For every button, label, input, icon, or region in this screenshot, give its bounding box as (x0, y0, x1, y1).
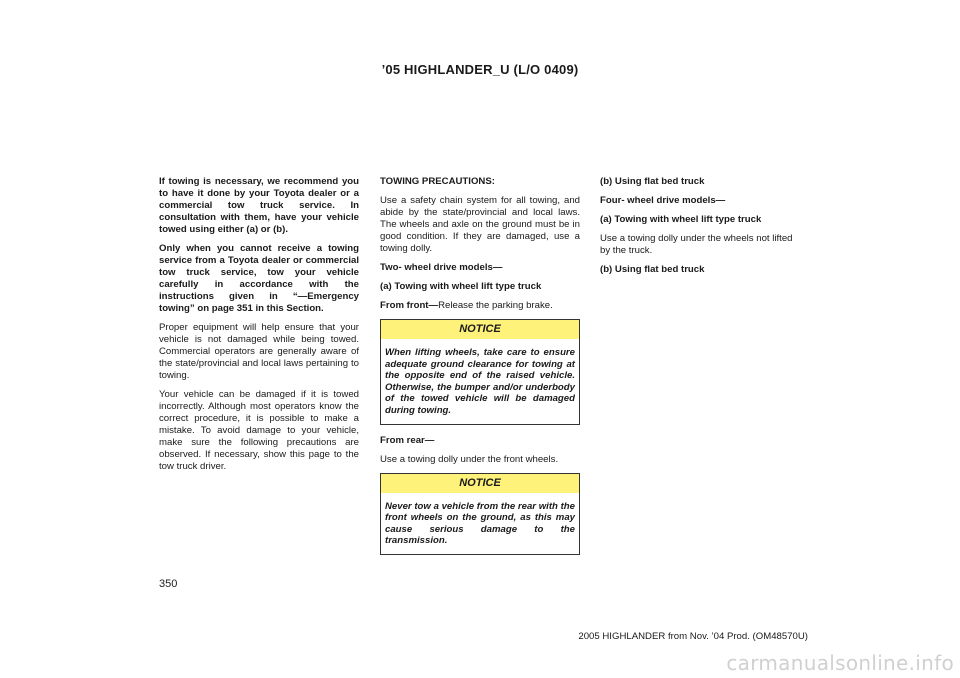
paragraph-from-front (380, 300, 580, 312)
subheading-from-rear: From rear— (380, 434, 435, 446)
document-header: ’05 HIGHLANDER_U (L/O 0409) (381, 62, 579, 77)
notice-box-lifting (380, 319, 580, 425)
paragraph-towing-recommendation: If towing is necessary, we recommend you to have it done by your Toyota dealer or a commercial tow truck service. In consultation with them, have your vehicle towed using either (a) or (b). (159, 176, 359, 235)
notice-label: NOTICE (381, 320, 579, 339)
subheading-four-wheel-drive: Four- wheel drive models— (600, 195, 726, 206)
paragraph-safety-chain: Use a safety chain system for all towing, and abide by the state/provincial and local laws. The wheels and axle on the ground must be in good condition. If they are damaged, use a towing dolly. (380, 195, 580, 254)
notice-text: Never tow a vehicle from the rear with the front wheels on the ground, as this may cause serious damage to the transmission. (385, 500, 575, 547)
from-front-label: From front— (380, 300, 439, 311)
notice-box-rear-tow (380, 473, 580, 555)
paragraph-damage-warning: Your vehicle can be damaged if it is towed incorrectly. Although most operators know the correct procedure, it is possible to make a mistake. To avoid damage to your vehicle, make sure the following precautions are observed. If necessary, show this page to the tow truck driver. (159, 389, 359, 472)
paragraph-towing-alternative: Only when you cannot receive a towing service from a Toyota dealer or commercial tow truck service, tow your vehicle carefully in accordance with the instructions given in “—Emergency towing” on page 351 in this Section. (159, 243, 359, 314)
subheading-wheel-lift: (a) Towing with wheel lift type truck (600, 214, 762, 225)
watermark: carmanualsonline.info (726, 651, 954, 675)
section-heading-towing-precautions: TOWING PRECAUTIONS: (380, 176, 495, 187)
paragraph-towing-dolly: Use a towing dolly under the wheels not lifted by the truck. (600, 233, 793, 256)
page-number: 350 (159, 578, 178, 590)
notice-label: NOTICE (381, 474, 579, 493)
subheading-two-wheel-drive: Two- wheel drive models— (380, 262, 503, 273)
notice-text: When lifting wheels, take care to ensure adequate ground clearance for towing at the opposite end of the raised vehicle. Otherwise, the bumper and/or underbody of the towed vehicle will be damaged during towing. (385, 347, 575, 416)
subheading-flat-bed: (b) Using flat bed truck (600, 176, 705, 187)
subheading-wheel-lift: (a) Towing with wheel lift type truck (380, 281, 542, 292)
paragraph-from-rear: Use a towing dolly under the front wheels. (380, 453, 559, 465)
paragraph-proper-equipment: Proper equipment will help ensure that your vehicle is not damaged while being towed. Commercial operators are generally aware of the state/provincial and local laws pertaining to towing. (159, 322, 359, 381)
column-right (600, 176, 804, 283)
from-front-text: Release the parking brake. (438, 300, 553, 311)
subheading-flat-bed: (b) Using flat bed truck (600, 264, 705, 275)
column-middle (380, 176, 580, 565)
column-left (159, 176, 359, 480)
document-footer: 2005 HIGHLANDER from Nov. ’04 Prod. (OM48570U) (578, 631, 808, 642)
